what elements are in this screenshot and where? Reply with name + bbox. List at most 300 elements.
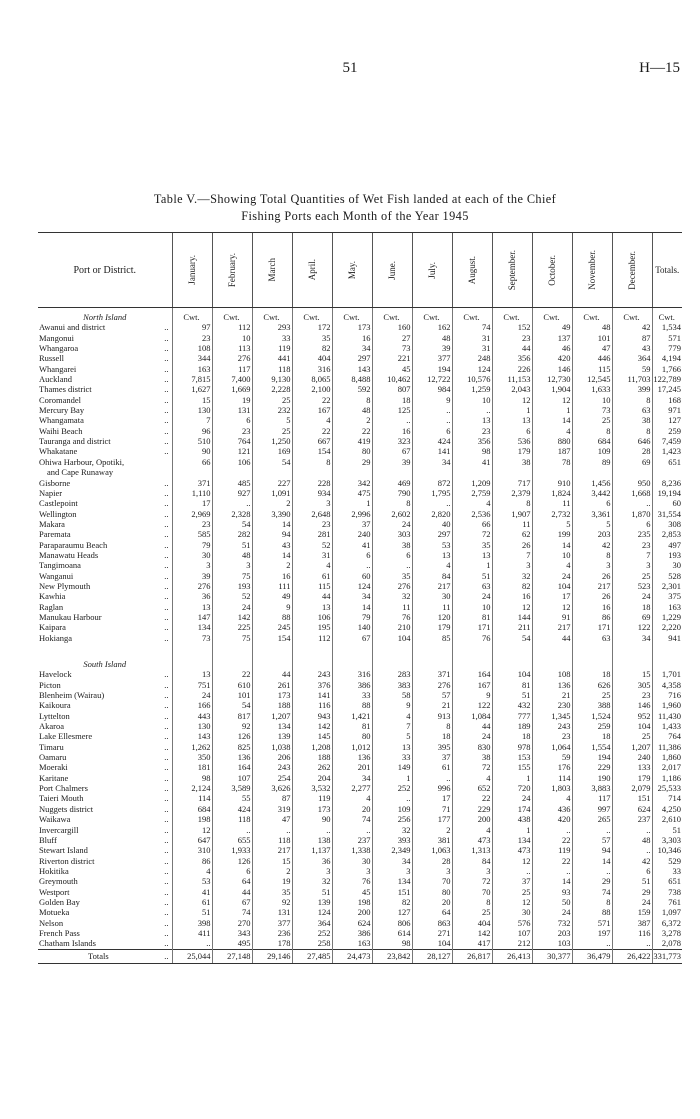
month-value-cell: 75 xyxy=(212,633,252,643)
port-name xyxy=(38,897,172,907)
table-row xyxy=(38,721,682,731)
month-value-cell: 15 xyxy=(172,395,212,405)
month-value-cell: .. xyxy=(252,825,292,835)
month-value-cell xyxy=(292,659,332,669)
row-total-cell: 193 xyxy=(652,550,682,560)
month-value-cell: 24 xyxy=(492,793,532,803)
month-value-cell: 47 xyxy=(252,814,292,824)
month-value-cell: 12 xyxy=(532,395,572,405)
month-value-cell: 143 xyxy=(332,364,372,374)
month-value-cell: 2,277 xyxy=(332,783,372,793)
month-value-cell: 48 xyxy=(412,333,452,343)
month-value-cell: 2,969 xyxy=(172,509,212,519)
port-name xyxy=(38,700,172,710)
month-value-cell: 377 xyxy=(252,918,292,928)
port-name-text: Manawatu Heads xyxy=(39,549,99,560)
month-value-cell: 88 xyxy=(332,700,372,710)
month-value-cell: 11 xyxy=(492,519,532,529)
month-value-cell: 104 xyxy=(492,669,532,679)
month-value-cell: 3 xyxy=(332,866,372,876)
month-value-cell: 44 xyxy=(452,721,492,731)
table-row xyxy=(38,876,682,886)
spacer-cell xyxy=(412,643,452,659)
month-value-cell: 3 xyxy=(492,560,532,570)
port-name xyxy=(38,581,172,591)
row-total-cell: 1,766 xyxy=(652,364,682,374)
month-value-cell: 8 xyxy=(292,457,332,467)
month-value-cell: 24,473 xyxy=(332,949,372,963)
month-value-cell: 1 xyxy=(492,405,532,415)
month-value-cell: .. xyxy=(172,938,212,949)
month-value-cell: 133 xyxy=(612,762,652,772)
month-value-cell: 13 xyxy=(452,550,492,560)
spacer-cell xyxy=(252,643,292,659)
month-value-cell: 252 xyxy=(372,783,412,793)
month-value-cell: 16 xyxy=(252,571,292,581)
port-name-text: Mangonui xyxy=(39,332,74,343)
month-value-cell: 3 xyxy=(452,866,492,876)
month-value-cell: 41 xyxy=(332,540,372,550)
month-value-cell: 117 xyxy=(212,364,252,374)
month-value-cell: 59 xyxy=(612,364,652,374)
month-value-cell: 34 xyxy=(332,343,372,353)
month-value-cell: 18 xyxy=(572,731,612,741)
month-value-cell: 39 xyxy=(172,571,212,581)
month-value-cell: 7 xyxy=(492,550,532,560)
leader-dots: .. xyxy=(164,752,169,763)
month-value-cell: 356 xyxy=(452,436,492,446)
month-value-cell: 80 xyxy=(332,731,372,741)
month-value-cell: 10 xyxy=(452,602,492,612)
month-value-cell: 159 xyxy=(612,907,652,917)
month-value-cell: 36 xyxy=(172,591,212,601)
month-value-cell: 34 xyxy=(372,856,412,866)
port-name xyxy=(38,773,172,783)
port-name xyxy=(38,876,172,886)
month-value-cell: 134 xyxy=(372,876,412,886)
port-name-text: Invercargill xyxy=(39,824,79,835)
month-value-cell: 146 xyxy=(612,700,652,710)
port-name xyxy=(38,426,172,436)
port-name-text: Westport xyxy=(39,886,70,897)
table-title-line-1: Table V.—Showing Total Quantities of Wet Fish landed at each of the Chief xyxy=(153,192,557,206)
table-row xyxy=(38,700,682,710)
port-name-text: Paraparaumu Beach xyxy=(39,539,108,550)
month-value-cell: 36,479 xyxy=(572,949,612,963)
month-value-cell: 94 xyxy=(572,845,612,855)
month-value-cell: 35 xyxy=(452,540,492,550)
month-value-cell: 36 xyxy=(292,856,332,866)
month-value-cell: 18 xyxy=(412,731,452,741)
table-title xyxy=(40,191,670,225)
table-row xyxy=(38,690,682,700)
month-value-cell: 523 xyxy=(612,581,652,591)
table-row xyxy=(38,918,682,928)
month-value-cell: 106 xyxy=(292,612,332,622)
month-value-cell: 24 xyxy=(612,591,652,601)
month-value-cell: 153 xyxy=(492,752,532,762)
port-name xyxy=(38,938,172,949)
unit-label: Cwt. xyxy=(652,308,682,323)
month-value-cell: 364 xyxy=(292,918,332,928)
port-name xyxy=(38,529,172,539)
month-column-header: September. xyxy=(492,233,532,308)
spacer-cell xyxy=(212,643,252,659)
month-value-cell: 12,722 xyxy=(412,374,452,384)
totals-label xyxy=(38,949,172,963)
month-value-cell: 120 xyxy=(412,612,452,622)
month-value-cell: 101 xyxy=(212,690,252,700)
table-row xyxy=(38,457,682,467)
port-column-header: Port or District. xyxy=(38,233,172,308)
port-name-text: Kawhia xyxy=(39,591,66,602)
month-value-cell: 25 xyxy=(492,887,532,897)
month-value-cell xyxy=(212,467,252,477)
port-name xyxy=(38,322,172,332)
port-name-text: Ohiwa Harbour, Opotiki, xyxy=(39,456,125,467)
month-value-cell: 138 xyxy=(292,835,332,845)
month-value-cell: 10 xyxy=(212,333,252,343)
spacer-cell xyxy=(532,643,572,659)
month-value-cell: 1,824 xyxy=(532,488,572,498)
row-total-cell: 3,303 xyxy=(652,835,682,845)
month-value-cell: 107 xyxy=(492,928,532,938)
row-total-cell: 25,533 xyxy=(652,783,682,793)
month-value-cell: 495 xyxy=(212,938,252,949)
month-value-cell: 61 xyxy=(172,897,212,907)
port-name-text: Mercury Bay xyxy=(39,405,85,416)
month-value-cell: 115 xyxy=(572,364,612,374)
month-value-cell: 74 xyxy=(452,322,492,332)
row-total-cell: 651 xyxy=(652,457,682,467)
table-row xyxy=(38,897,682,907)
month-value-cell: .. xyxy=(572,938,612,949)
leader-dots: .. xyxy=(164,710,169,721)
month-value-cell: 276 xyxy=(172,581,212,591)
month-value-cell: 3 xyxy=(212,560,252,570)
month-value-cell: 37 xyxy=(492,876,532,886)
row-total-cell: 1,960 xyxy=(652,700,682,710)
month-value-cell: 171 xyxy=(572,622,612,632)
month-value-cell: .. xyxy=(412,773,452,783)
month-value-cell: 64 xyxy=(412,907,452,917)
table-row xyxy=(38,498,682,508)
month-value-cell: 2,379 xyxy=(492,488,532,498)
month-value-cell: 198 xyxy=(172,814,212,824)
month-value-cell: 1,870 xyxy=(612,509,652,519)
month-value-cell: 82 xyxy=(292,343,332,353)
port-name-text: Whangarei xyxy=(39,363,77,374)
month-value-cell: 75 xyxy=(212,571,252,581)
month-value-cell: 38 xyxy=(492,457,532,467)
month-value-cell: 117 xyxy=(572,793,612,803)
month-value-cell: 764 xyxy=(212,436,252,446)
month-value-cell: 473 xyxy=(452,835,492,845)
month-value-cell: 2,349 xyxy=(372,845,412,855)
leader-dots: .. xyxy=(164,865,169,876)
month-value-cell: 23 xyxy=(492,333,532,343)
row-total-cell: 7,459 xyxy=(652,436,682,446)
month-value-cell: 5 xyxy=(252,415,292,425)
port-name-text: Napier xyxy=(39,487,63,498)
month-value-cell: 176 xyxy=(532,762,572,772)
spacer-cell xyxy=(292,643,332,659)
month-value-cell: 386 xyxy=(332,680,372,690)
row-total-cell: 17,245 xyxy=(652,384,682,394)
month-value-cell xyxy=(372,659,412,669)
row-total-cell: 127 xyxy=(652,415,682,425)
month-value-cell: 2,228 xyxy=(252,384,292,394)
leader-dots: .. xyxy=(164,679,169,690)
month-value-cell: 25 xyxy=(252,426,292,436)
month-value-cell: 5 xyxy=(532,519,572,529)
port-name-text: Whangaroa xyxy=(39,343,79,354)
month-value-cell: 399 xyxy=(612,384,652,394)
month-value-cell: .. xyxy=(612,498,652,508)
month-value-cell: 25 xyxy=(572,690,612,700)
month-value-cell: 92 xyxy=(212,721,252,731)
unit-label: Cwt. xyxy=(172,308,212,323)
month-value-cell: 88 xyxy=(252,612,292,622)
month-value-cell: 189 xyxy=(492,721,532,731)
port-name-text: Russell xyxy=(39,353,65,364)
leader-dots: .. xyxy=(164,876,169,887)
port-name-text: Waikawa xyxy=(39,814,71,825)
month-value-cell: 7,400 xyxy=(212,374,252,384)
month-value-cell: 194 xyxy=(572,752,612,762)
month-value-cell: 74 xyxy=(572,887,612,897)
month-value-cell: 807 xyxy=(372,384,412,394)
table-row xyxy=(38,467,682,477)
month-value-cell: 952 xyxy=(612,711,652,721)
month-value-cell: 984 xyxy=(412,384,452,394)
month-value-cell: 297 xyxy=(332,353,372,363)
month-value-cell: 6 xyxy=(212,866,252,876)
leader-dots: .. xyxy=(164,405,169,416)
month-value-cell: 376 xyxy=(292,680,332,690)
month-value-cell: 282 xyxy=(212,529,252,539)
month-value-cell: 217 xyxy=(252,845,292,855)
month-value-cell: 151 xyxy=(612,793,652,803)
month-value-cell: 424 xyxy=(412,436,452,446)
row-total-cell: 738 xyxy=(652,887,682,897)
row-total-cell: 2,853 xyxy=(652,529,682,539)
port-name-text: Auckland xyxy=(39,374,73,385)
month-value-cell: 1,208 xyxy=(292,742,332,752)
month-value-cell: 81 xyxy=(332,721,372,731)
month-value-cell: 98 xyxy=(172,773,212,783)
month-value-cell: 115 xyxy=(292,581,332,591)
month-value-cell: 118 xyxy=(252,835,292,845)
row-total-cell: 122,789 xyxy=(653,374,681,385)
month-value-cell: 1,933 xyxy=(212,845,252,855)
month-value-cell: 1,421 xyxy=(332,711,372,721)
month-value-cell: 585 xyxy=(172,529,212,539)
month-value-cell: 420 xyxy=(532,353,572,363)
south-island-heading xyxy=(38,659,172,669)
month-value-cell: 3 xyxy=(572,560,612,570)
row-total-cell: 3,278 xyxy=(652,928,682,938)
leader-dots: .. xyxy=(164,803,169,814)
month-value-cell: 131 xyxy=(212,405,252,415)
table-row xyxy=(38,928,682,938)
port-name xyxy=(38,446,172,456)
month-value-cell: 24 xyxy=(212,602,252,612)
port-name xyxy=(38,602,172,612)
month-value-cell: 386 xyxy=(332,928,372,938)
leader-dots: .. xyxy=(164,498,169,509)
month-value-cell: 43 xyxy=(252,540,292,550)
month-value-cell: 104 xyxy=(532,581,572,591)
port-name-text: Whakatane xyxy=(39,446,78,457)
unit-label: Cwt. xyxy=(532,308,572,323)
leader-dots: .. xyxy=(164,611,169,622)
fish-landings-table xyxy=(38,232,682,964)
row-total-cell: 1,433 xyxy=(652,721,682,731)
month-value-cell: 139 xyxy=(292,897,332,907)
month-value-cell: 356 xyxy=(492,353,532,363)
month-value-cell: 126 xyxy=(212,731,252,741)
month-value-cell: 1,345 xyxy=(532,711,572,721)
month-value-cell: 24 xyxy=(372,519,412,529)
table-row xyxy=(38,938,682,949)
month-value-cell: 27,485 xyxy=(292,949,332,963)
month-value-cell: 89 xyxy=(572,457,612,467)
month-value-cell: 41 xyxy=(172,887,212,897)
port-name-text: Coromandel xyxy=(39,394,82,405)
port-name xyxy=(38,467,172,477)
month-value-cell: 30 xyxy=(492,907,532,917)
table-row xyxy=(38,680,682,690)
port-name-text: Motueka xyxy=(39,907,70,918)
port-name xyxy=(38,395,172,405)
month-value-cell: 732 xyxy=(532,918,572,928)
month-value-cell: 14 xyxy=(532,876,572,886)
port-name xyxy=(38,793,172,803)
port-name-text: Oamaru xyxy=(39,752,67,763)
port-name-text: Chatham Islands xyxy=(39,938,96,949)
month-value-cell: 2,732 xyxy=(532,509,572,519)
month-value-cell: 2 xyxy=(252,560,292,570)
month-column-header: January. xyxy=(172,233,212,308)
row-total-cell: 33 xyxy=(652,866,682,876)
port-name-text: Timaru xyxy=(39,741,64,752)
month-value-cell: .. xyxy=(572,825,612,835)
port-name xyxy=(38,509,172,519)
leader-dots: .. xyxy=(164,384,169,395)
month-value-cell: 33 xyxy=(252,333,292,343)
month-value-cell: 4 xyxy=(372,711,412,721)
table-title-line-2: Fishing Ports each Month of the Year 1945 xyxy=(241,209,469,223)
month-value-cell: 9,130 xyxy=(252,374,292,384)
month-value-cell: 23 xyxy=(612,690,652,700)
port-name-text: Thames district xyxy=(39,384,92,395)
month-value-cell: 17 xyxy=(172,498,212,508)
leader-dots: .. xyxy=(164,690,169,701)
table-row xyxy=(38,529,682,539)
month-value-cell: 610 xyxy=(212,680,252,690)
spacer-cell xyxy=(652,643,682,659)
month-value-cell: 107 xyxy=(212,773,252,783)
row-total-cell: 259 xyxy=(652,426,682,436)
month-value-cell: 127 xyxy=(372,907,412,917)
month-value-cell: 777 xyxy=(492,711,532,721)
month-value-cell: 70 xyxy=(412,876,452,886)
unit-label: Cwt. xyxy=(412,308,452,323)
month-value-cell: 54 xyxy=(212,519,252,529)
month-value-cell: 93 xyxy=(532,887,572,897)
month-value-cell: 1 xyxy=(332,498,372,508)
month-value-cell: 2,100 xyxy=(292,384,332,394)
row-total-cell: 1,229 xyxy=(652,612,682,622)
month-value-cell: 26,422 xyxy=(612,949,652,963)
month-value-cell: 217 xyxy=(572,581,612,591)
month-value-cell: 283 xyxy=(372,669,412,679)
totals-row xyxy=(38,949,682,963)
spacer-cell xyxy=(492,643,532,659)
month-value-cell: 806 xyxy=(372,918,412,928)
leader-dots: .. xyxy=(164,487,169,498)
table-row xyxy=(38,374,682,384)
month-value-cell: 33 xyxy=(372,752,412,762)
month-value-cell: 2,043 xyxy=(492,384,532,394)
month-value-cell: 61 xyxy=(412,762,452,772)
month-value-cell: 67 xyxy=(372,446,412,456)
month-value-cell: 38 xyxy=(372,540,412,550)
month-value-cell: .. xyxy=(612,845,652,855)
month-value-cell: 200 xyxy=(452,814,492,824)
leader-dots: .. xyxy=(164,669,169,680)
month-value-cell: 1 xyxy=(492,825,532,835)
leader-dots: .. xyxy=(164,700,169,711)
month-value-cell: 88 xyxy=(572,907,612,917)
table-row xyxy=(38,622,682,632)
month-value-cell: 22 xyxy=(292,395,332,405)
month-value-cell: 14 xyxy=(532,540,572,550)
month-value-cell: 934 xyxy=(292,488,332,498)
month-value-cell: 44 xyxy=(252,669,292,679)
document-reference: H—15 xyxy=(639,60,680,76)
month-value-cell: 43 xyxy=(612,343,652,353)
month-value-cell: 12,730 xyxy=(532,374,572,384)
month-value-cell: 63 xyxy=(452,581,492,591)
month-value-cell: 32 xyxy=(372,591,412,601)
month-value-cell: 232 xyxy=(252,405,292,415)
month-value-cell: 143 xyxy=(172,731,212,741)
month-value-cell: 39 xyxy=(372,457,412,467)
month-value-cell: 24 xyxy=(452,731,492,741)
leader-dots: .. xyxy=(164,560,169,571)
month-value-cell: 37 xyxy=(332,519,372,529)
month-value-cell: 8,065 xyxy=(292,374,332,384)
month-value-cell: 140 xyxy=(332,622,372,632)
month-value-cell: 28 xyxy=(612,446,652,456)
row-total-cell: 163 xyxy=(652,602,682,612)
port-name xyxy=(38,835,172,845)
month-value-cell: 872 xyxy=(412,478,452,488)
month-value-cell: 90 xyxy=(292,814,332,824)
month-value-cell: 26,817 xyxy=(452,949,492,963)
month-value-cell: 3,883 xyxy=(572,783,612,793)
month-value-cell: 420 xyxy=(532,814,572,824)
port-name xyxy=(38,918,172,928)
month-column-header: February. xyxy=(212,233,252,308)
month-value-cell: .. xyxy=(412,498,452,508)
row-total-cell: 168 xyxy=(652,395,682,405)
month-value-cell: 35 xyxy=(252,887,292,897)
month-value-cell: 126 xyxy=(212,856,252,866)
month-value-cell: 62 xyxy=(492,529,532,539)
